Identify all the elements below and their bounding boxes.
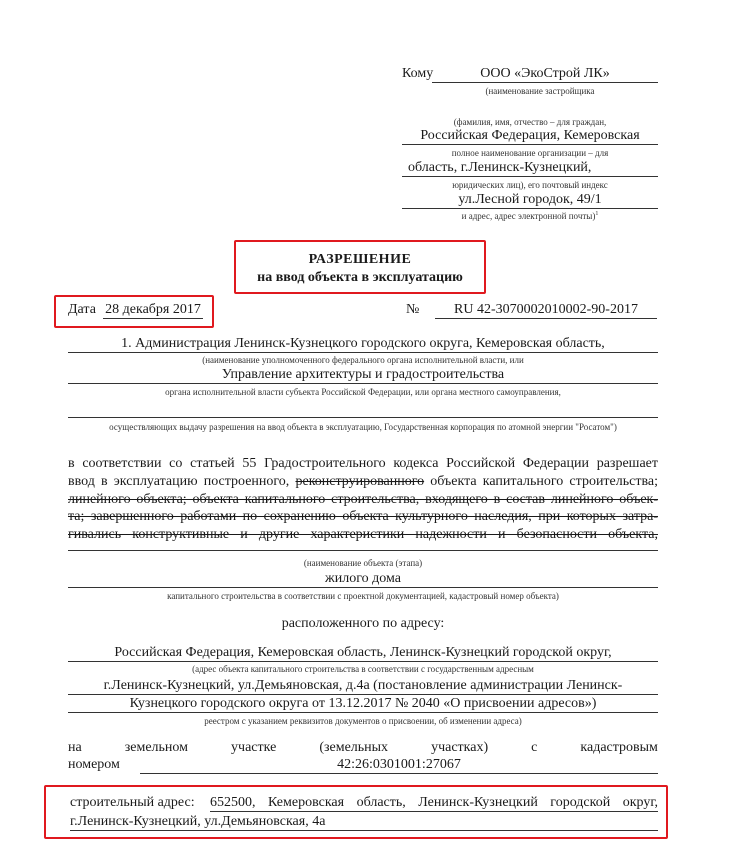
land-number-label: номером xyxy=(68,757,120,772)
build-address-line1: 652500, Кемеровская область, Ленинск-Кузнецкий городской округ, xyxy=(210,795,658,810)
body-line5: гивались конструктивные и другие характеристики надежности и безопасности объекта, xyxy=(68,527,658,542)
address-line3: Кузнецкого городского округа от 13.12.2017 № 2040 «О присвоении адресов») xyxy=(68,696,658,713)
caption-object: (наименование объекта (этапа) xyxy=(303,558,423,568)
recipient-city: область, г.Ленинск-Кузнецкий, xyxy=(402,160,658,177)
caption-fullname: полное наименование организации – для xyxy=(451,148,609,158)
object-blank-line xyxy=(68,540,658,551)
recipient-street: ул.Лесной городок, 49/1 xyxy=(402,192,658,209)
number-label: № xyxy=(406,302,420,317)
recipient-label: Кому xyxy=(402,66,434,81)
document-subtitle: на ввод объекта в эксплуатацию xyxy=(257,270,463,285)
body-line2: ввод в эксплуатацию построенного, реконструированного объекта капитального строительства; xyxy=(68,474,658,489)
located-label: расположенного по адресу: xyxy=(281,616,445,631)
issuer-blank-line xyxy=(68,403,658,418)
caption-capital: капитального строительства в соответствии с проектной документацией, кадастровый номер объекта) xyxy=(167,591,559,601)
caption-legal: юридических лиц), его почтовый индекс xyxy=(452,180,608,190)
address-line2: г.Ленинск-Кузнецкий, ул.Демьяновская, д.4а (постановление администрации Ленинск- xyxy=(68,678,658,695)
address-line1: Российская Федерация, Кемеровская область, Ленинск-Кузнецкий городской округ, xyxy=(68,645,658,662)
issuer-line1: 1. Администрация Ленинск-Кузнецкого городского округа, Кемеровская область, xyxy=(68,336,658,353)
body-line3: линейного объекта; объекта капитального строительства, входящего в состав линейного объек- xyxy=(68,492,658,507)
body-line1: в соответствии со статьей 55 Градостроительного кодекса Российской Федерации разрешает xyxy=(68,456,658,471)
recipient-region: Российская Федерация, Кемеровская xyxy=(402,128,658,145)
caption-registry: реестром с указанием реквизитов документов о присвоении, об изменении адреса) xyxy=(204,716,522,726)
body-line4: та; завершенного работами по сохранению объекта культурного наследия, при которых затра- xyxy=(68,509,658,524)
issuer-line2: Управление архитектуры и градостроительства xyxy=(68,367,658,384)
recipient-name: ООО «ЭкоСтрой ЛК» xyxy=(432,66,658,83)
date-value: 28 декабря 2017 xyxy=(103,302,203,319)
caption-email: и адрес, адрес электронной почты)$^1$ xyxy=(461,211,599,221)
number-value: RU 42-3070002010002-90-2017 xyxy=(435,302,657,319)
caption-fio: (фамилия, имя, отчество – для граждан, xyxy=(453,117,607,127)
document-title: РАЗРЕШЕНИЕ xyxy=(308,252,412,267)
build-address-label: строительный адрес: xyxy=(70,795,195,810)
issuer-caption3: осуществляющих выдачу разрешения на ввод объекта в эксплуатацию, Государственная корпорация по атомной энергии "Росатом") xyxy=(109,422,617,432)
recipient-name-caption: (наименование застройщика xyxy=(485,86,595,96)
land-line: на земельном участке (земельных участках) с кадастровым xyxy=(68,740,658,755)
caption-address: (адрес объекта капитального строительства в соответствии с государственным адресным xyxy=(192,664,534,674)
build-address-line2: г.Ленинск-Кузнецкий, ул.Демьяновская, 4а xyxy=(70,814,658,831)
issuer-caption2: органа исполнительной власти субъекта Российской Федерации, или органа местного самоуправления, xyxy=(165,387,561,397)
issuer-caption1: (наименование уполномоченного федерального органа исполнительной власти, или xyxy=(202,355,524,365)
date-label: Дата xyxy=(68,302,96,317)
cadastral-number: 42:26:0301001:27067 xyxy=(140,757,658,774)
object-name: жилого дома xyxy=(68,571,658,588)
